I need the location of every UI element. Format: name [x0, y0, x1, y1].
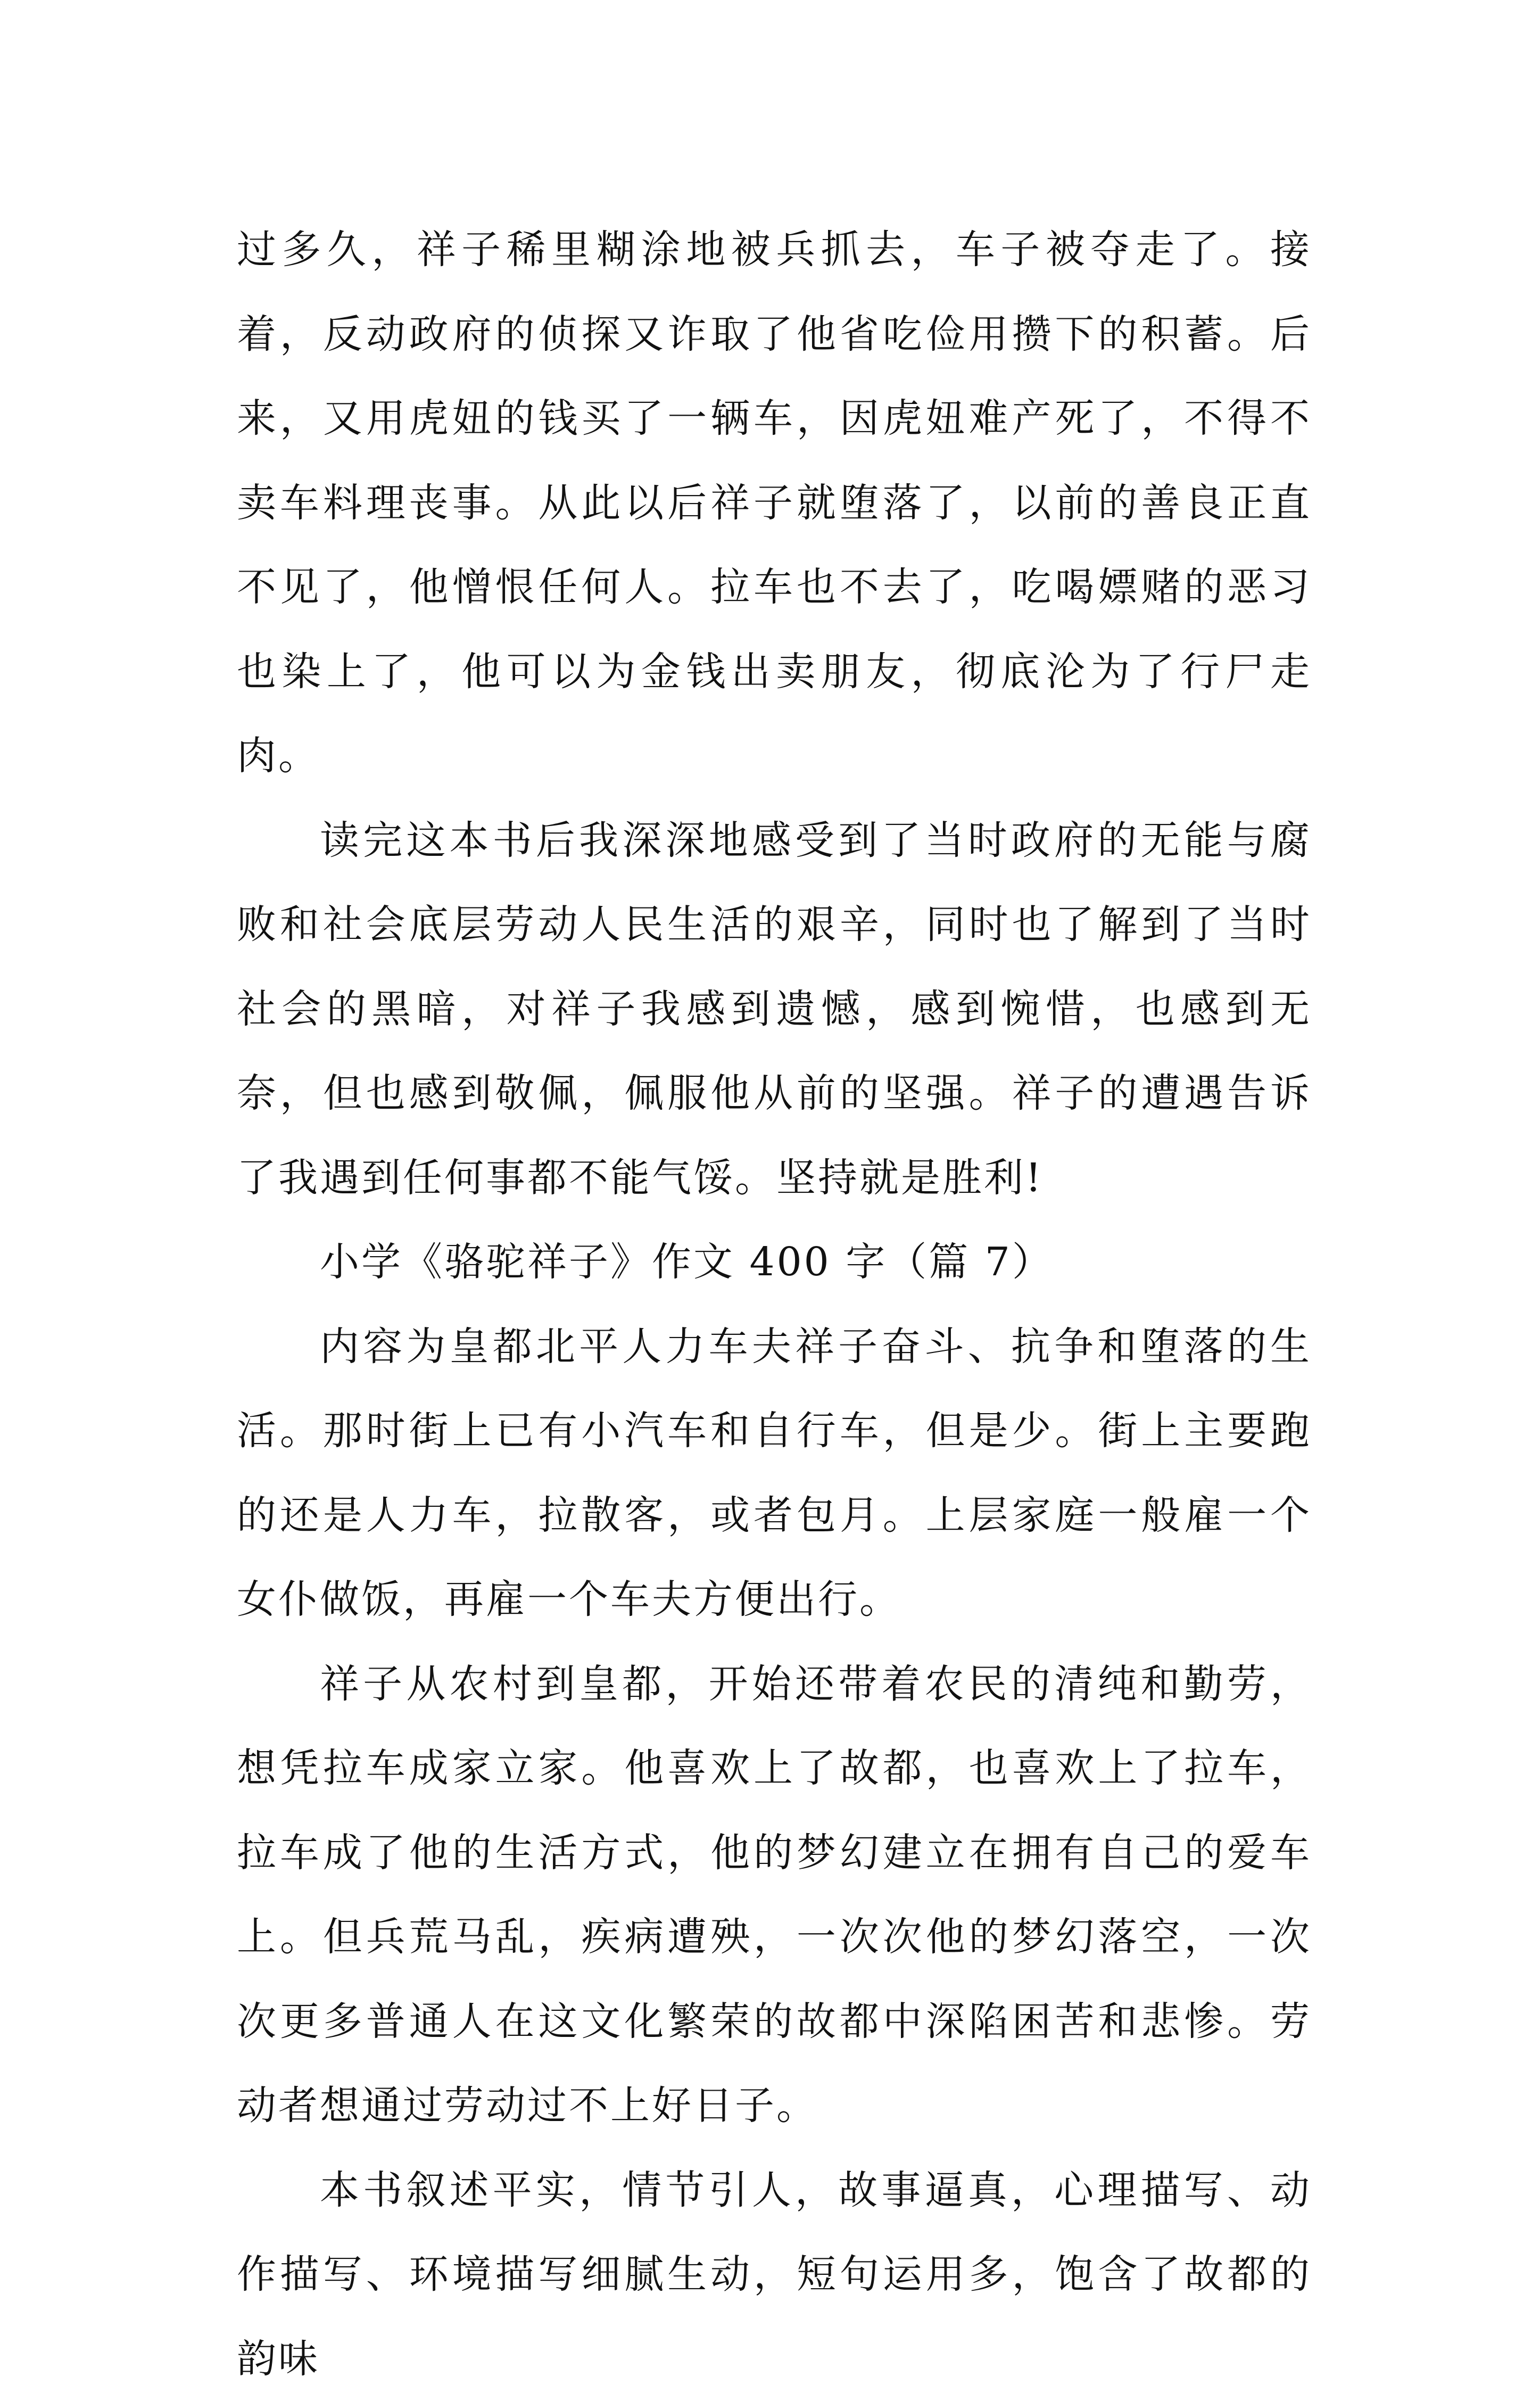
paragraph-book-style: 本书叙述平实，情节引人，故事逼真，心理描写、动作描写、环境描写细腻生动，短句运用多，饱含了故都的韵味: [237, 2148, 1312, 2401]
paragraph-xiangzi-story: 祥子从农村到皇都，开始还带着农民的清纯和勤劳，想凭拉车成家立家。他喜欢上了故都，也喜欢上了拉车，拉车成了他的生活方式，他的梦幻建立在拥有自己的爱车上。但兵荒马乱，疾病遭殃，一次次他的梦幻落空，一次次更多普通人在这文化繁荣的故都中深陷困苦和悲惨。劳动者想通过劳动过不上好日子。: [237, 1642, 1312, 2148]
paragraph-content-summary: 内容为皇都北平人力车夫祥子奋斗、抗争和堕落的生活。那时街上已有小汽车和自行车，但是少。街上主要跑的还是人力车，拉散客，或者包月。上层家庭一般雇一个女仆做饭，再雇一个车夫方便出行。: [237, 1305, 1312, 1642]
paragraph-reflection: 读完这本书后我深深地感受到了当时政府的无能与腐败和社会底层劳动人民生活的艰辛，同时也了解到了当时社会的黑暗，对祥子我感到遗憾，感到惋惜，也感到无奈，但也感到敬佩，佩服他从前的坚强。祥子的遭遇告诉了我遇到任何事都不能气馁。坚持就是胜利!: [237, 798, 1312, 1220]
essay-heading: 小学《骆驼祥子》作文 400 字（篇 7）: [237, 1220, 1312, 1305]
document-body: [237, 208, 1312, 2401]
paragraph-continuation: 过多久，祥子稀里糊涂地被兵抓去，车子被夺走了。接着，反动政府的侦探又诈取了他省吃俭用攒下的积蓄。后来，又用虎妞的钱买了一辆车，因虎妞难产死了，不得不卖车料理丧事。从此以后祥子就堕落了，以前的善良正直不见了，他憎恨任何人。拉车也不去了，吃喝嫖赌的恶习也染上了，他可以为金钱出卖朋友，彻底沦为了行尸走肉。: [237, 208, 1312, 798]
